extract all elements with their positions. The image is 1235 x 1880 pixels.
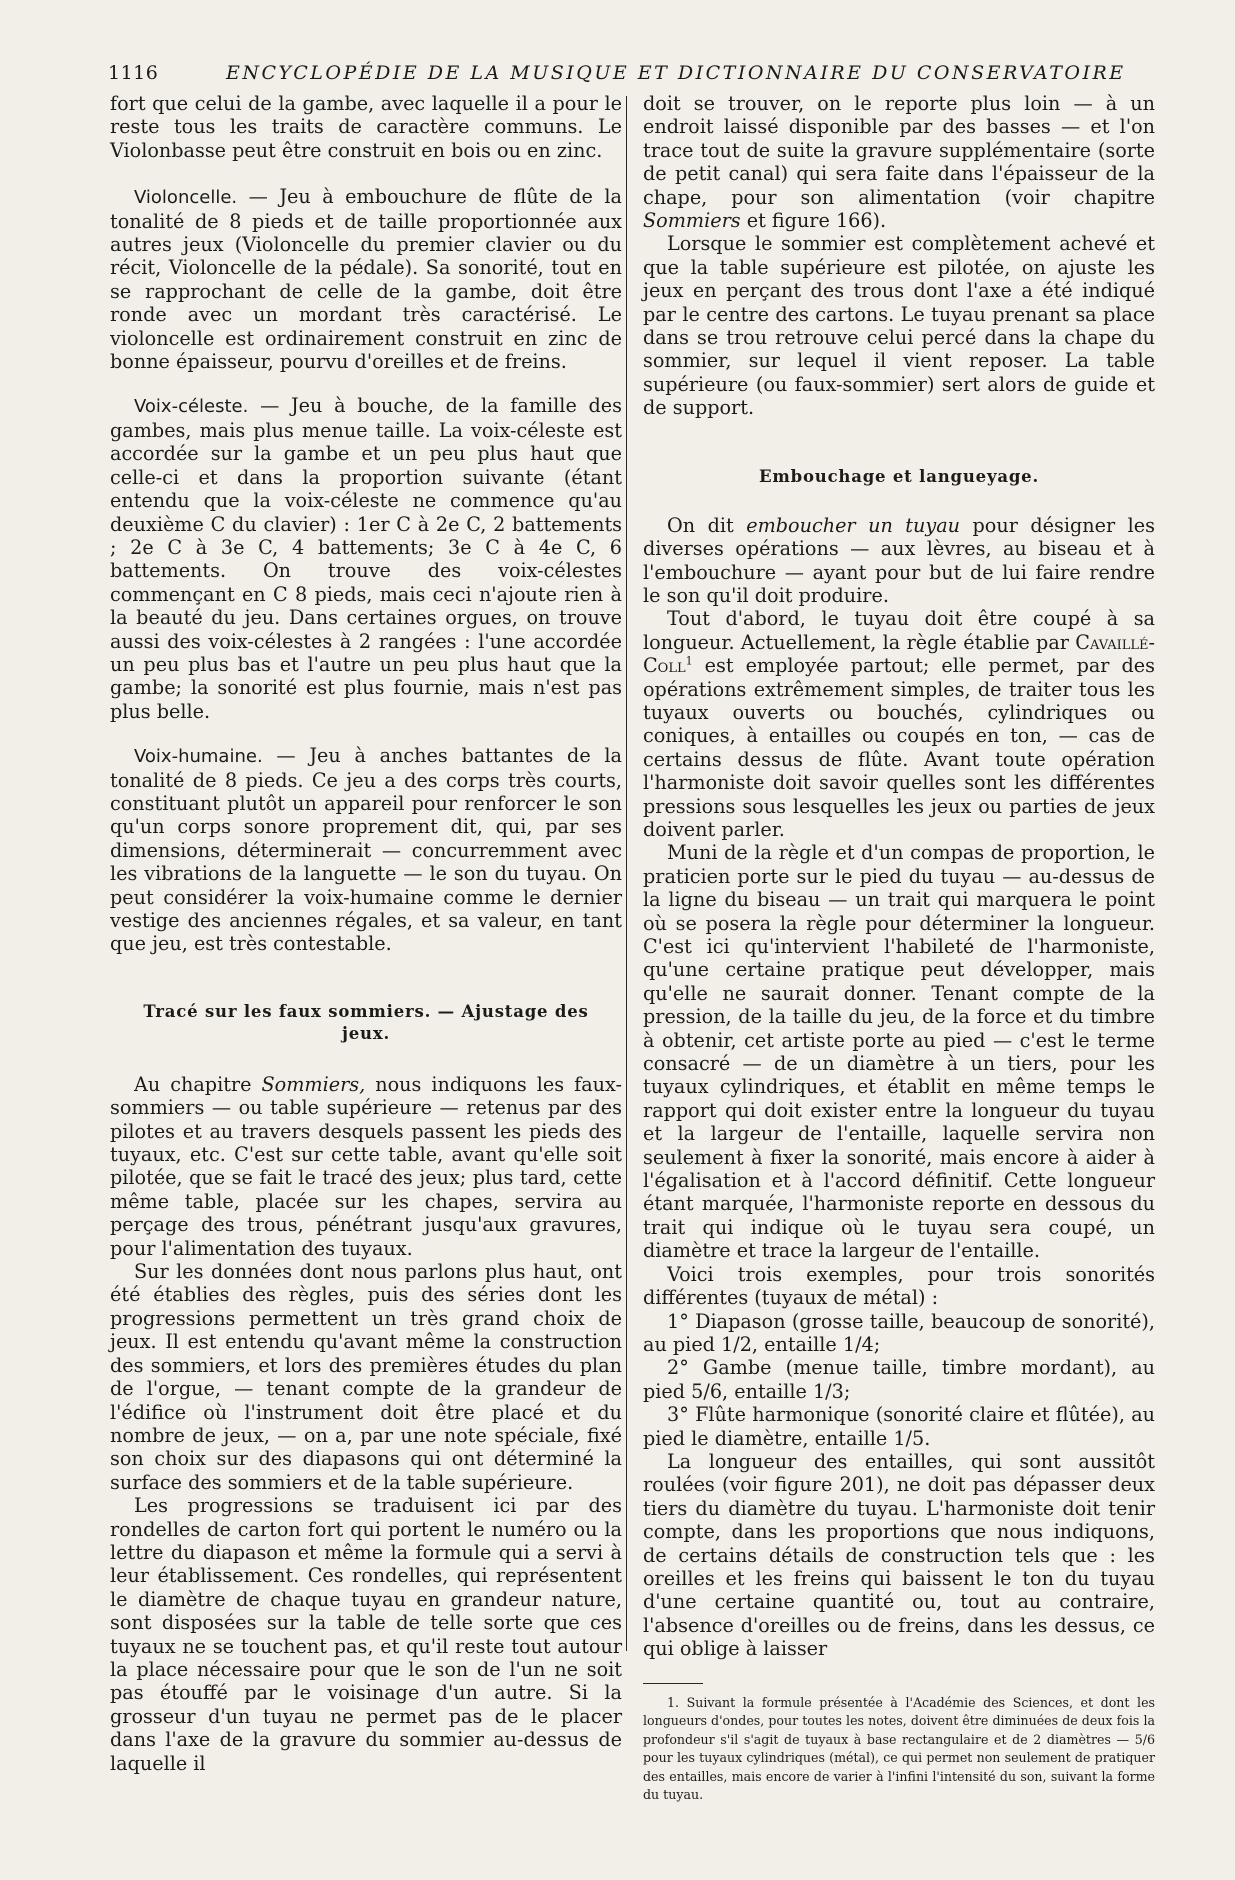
entry-voix-celeste [110, 394, 622, 723]
paragraph [110, 1073, 622, 1260]
text-run: Tout d'abord, le tuyau doit être coupé à sa longueur. Actuellement, la règle établie par [643, 607, 1155, 654]
entry-term: Voix-céleste. [134, 396, 249, 418]
text-run: Au chapitre [134, 1072, 262, 1096]
paragraph: Les progressions se traduisent ici par des rondelles de carton fort qui portent le numéro ou la lettre du diapason et même la formule qui a servi à leur établissement. Ces rondelles, qui représentent le diamètre de chaque tuyau en grandeur nature, sont disposées sur la table de telle sorte que ces tuyaux ne se touchent pas, et qu'il reste tout autour la place nécessaire pour que le son de l'un ne soit pas étouffé par le voisinage d'un autre. Si la grosseur d'un tuyau ne permet pas de le placer dans l'axe de la gravure du sommier au-dessus de laquelle il [110, 1494, 622, 1775]
footnote-divider [643, 1683, 703, 1684]
footnote: 1. Suivant la formule présentée à l'Académie des Sciences, et dont les longueurs d'ondes, pour toutes les notes, doivent être diminuées de deux fois la profondeur s'il s'agit de tuyaux à base rectangulaire et de 2 diamètres — 5/6 pour les tuyaux cylindriques (métal), ce qui permet non seulement de pratiquer des entailles, mais encore de varier à l'infini l'intensité du son, suivant la forme du tuyau. [643, 1694, 1155, 1803]
paragraph: Sur les données dont nous parlons plus haut, ont été établies des règles, puis des séries dont les progressions permettent un très grand choix de jeux. Il est entendu qu'avant même la construction des sommiers, et lors des premières études du plan de l'orgue, — tenant compte de la grandeur de l'édifice où l'instrument doit être placé et du nombre de jeux, — on a, par une note spéciale, fixé son choix sur des diapasons qui ont déterminé la surface des sommiers et de la table supérieure. [110, 1260, 622, 1494]
paragraph [643, 607, 1155, 841]
entry-violoncelle [110, 185, 622, 373]
left-column [110, 92, 622, 1775]
paragraph [643, 92, 1155, 232]
page-number: 1116 [108, 62, 159, 84]
paragraph: Lorsque le sommier est complètement achevé et que la table supérieure est pilotée, on ajuste les jeux en perçant des trous dont l'axe a été indiqué par le centre des cartons. Le tuyau prenant sa place dans se trou retrouve celui percé dans la chape du sommier, sur lequel il vient reposer. La table supérieure (ou faux-sommier) sert alors de guide et de support. [643, 232, 1155, 420]
author-name: Cavaillé-Coll [643, 630, 1155, 678]
entry-voix-humaine [110, 744, 622, 956]
text-run: doit se trouver, on le reporte plus loin — à un endroit laissé disponible par des basses — et l'on trace tout de suite la gravure supplémentaire (sorte de petit canal) qui sera faite dans l'épaisseur de la chape, pour son alimentation (voir chapitre [643, 92, 1155, 209]
paragraph: Voici trois exemples, pour trois sonorités différentes (tuyaux de métal) : [643, 1262, 1155, 1310]
section-heading: Embouchage et langueyage. [759, 466, 1039, 486]
text-run: et figure 166). [740, 209, 887, 233]
list-item: 3° Flûte harmonique (sonorité claire et flûtée), au pied le diamètre, entaille 1/5. [643, 1403, 1155, 1450]
paragraph: La longueur des entailles, qui sont aussitôt roulées (voir figure 201), ne doit pas dépasser deux tiers du diamètre du tuyau. L'harmoniste doit tenir compte, dans les proportions que nous indiquons, de certains détails de construction tels que : les oreilles et les freins qui baissent le ton du tuyau d'une certaine quantité ou, tout au contraire, l'absence d'oreilles ou de freins, dans les dessus, ce qui oblige à laisser [643, 1449, 1155, 1661]
entry-text: — Jeu à bouche, de la famille des gambes, mais plus menue taille. La voix-céleste est accordée sur la gambe et un peu plus haut que celle-ci et dans la proportion suivante (étant entendu que la voix-céleste ne commence qu'au deuxième C du clavier) : 1er C à 2e C, 2 battements ; 2e C à 3e C, 4 battements; 3e C à 4e C, 6 battements. On trouve des voix-célestes commençant en C 8 pieds, mais ceci n'ajoute rien à la beauté du jeu. Dans certaines orgues, on trouve aussi des voix-célestes à 2 rangées : l'une accordée un peu plus bas et l'autre un peu plus haut que la gambe; la sonorité est plus fournie, mais n'est pas plus belle. [110, 394, 622, 723]
italic-reference: Sommiers, [261, 1072, 366, 1096]
entry-text: — Jeu à embouchure de flûte de la tonalité de 8 pieds et de taille proportionnée aux autres jeux (Violoncelle du premier clavier ou du récit, Violoncelle de la pédale). Sa sonorité, tout en se rapprochant de celle de la gambe, doit être ronde avec un mordant très caractérisé. Le violoncelle est ordinairement construit en zinc de bonne épaisseur, pourvu d'oreilles et de freins. [110, 185, 622, 374]
list-item: 2° Gambe (menue taille, timbre mordant), au pied 5/6, entaille 1/3; [643, 1356, 1155, 1403]
entry-term: Voix-humaine. [134, 746, 263, 768]
footnote-marker: 1 [685, 654, 693, 668]
entry-term: Violoncelle. [134, 187, 238, 209]
text-run: est employée partout; elle permet, par des opérations extrêmement simples, de traiter tous les tuyaux ouverts ou bouchés, cylindriques ou coniques, à entailles ou coupés en ton, — cas de certains dessus de flûte. Avant toute opération l'harmoniste doit savoir quelles sont les différentes pressions sous lesquelles les jeux ou parties de jeux doivent parler. [643, 654, 1155, 841]
column-divider [626, 96, 627, 1651]
list-item: 1° Diapason (grosse taille, beaucoup de sonorité), au pied 1/2, entaille 1/4; [643, 1309, 1155, 1356]
section-heading: Tracé sur les faux sommiers. — Ajustage des jeux. [143, 1001, 589, 1043]
text-run: pour désigner les diverses opérations — aux lèvres, au biseau et à l'embouchure — ayant pour but de lui faire rendre le son qu'il doit produire. [643, 513, 1155, 607]
entry-text: — Jeu à anches battantes de la tonalité de 8 pieds. Ce jeu a des corps très courts, constituant plutôt un appareil pour renforcer le son qu'un corps sonore proprement dit, qui, par ses dimensions, déterminerait — concurremment avec les vibrations de la languette — le son du tuyau. On peut considérer la voix-humaine comme le dernier vestige des anciennes régales, et sa valeur, en tant que jeu, est très contestable. [110, 744, 622, 956]
running-title: ENCYCLOPÉDIE DE LA MUSIQUE ET DICTIONNAIRE DU CONSERVATOIRE [226, 62, 1126, 84]
right-column [643, 92, 1155, 1805]
italic-reference: Sommiers [643, 209, 741, 233]
page-header [108, 58, 1128, 88]
paragraph [643, 514, 1155, 608]
italic-term: emboucher un tuyau [746, 513, 961, 537]
text-run: nous indiquons les faux-sommiers — ou table supérieure — retenus par des pilotes et au travers desquels passent les pieds des tuyaux, etc. C'est sur cette table, avant qu'elle soit pilotée, que se fait le tracé des jeux; plus tard, cette même table, placée sur les chapes, servira au perçage des trous, pénétrant jusqu'aux gravures, pour l'alimentation des tuyaux. [110, 1072, 622, 1260]
text-run: On dit [667, 513, 747, 537]
paragraph: Muni de la règle et d'un compas de proportion, le praticien porte sur le pied du tuyau — au-dessus de la ligne du biseau — un trait qui marquera le point où se posera la règle pour déterminer la longueur. C'est ici qu'intervient l'habileté de l'harmoniste, qu'une certaine pratique peut développer, mais qu'elle ne saurait donner. Tenant compte de la pression, de la taille du jeu, de la force et du timbre à obtenir, cet artiste porte au pied — c'est le terme consacré — de un diamètre à un tiers, pour les tuyaux cylindriques, et établit en même temps le rapport qui doit exister entre la longueur du tuyau et la largeur de l'entaille, laquelle servira non seulement à fixer la sonorité, mais encore à aider à l'égalisation et à l'accord définitif. Cette longueur étant marquée, l'harmoniste reporte en dessous du trait qui indique où le tuyau sera coupé, un diamètre et trace la largeur de l'entaille. [643, 841, 1155, 1263]
paragraph: fort que celui de la gambe, avec laquelle il a pour le reste tous les traits de caractère communs. Le Violonbasse peut être construit en bois ou en zinc. [110, 92, 622, 162]
